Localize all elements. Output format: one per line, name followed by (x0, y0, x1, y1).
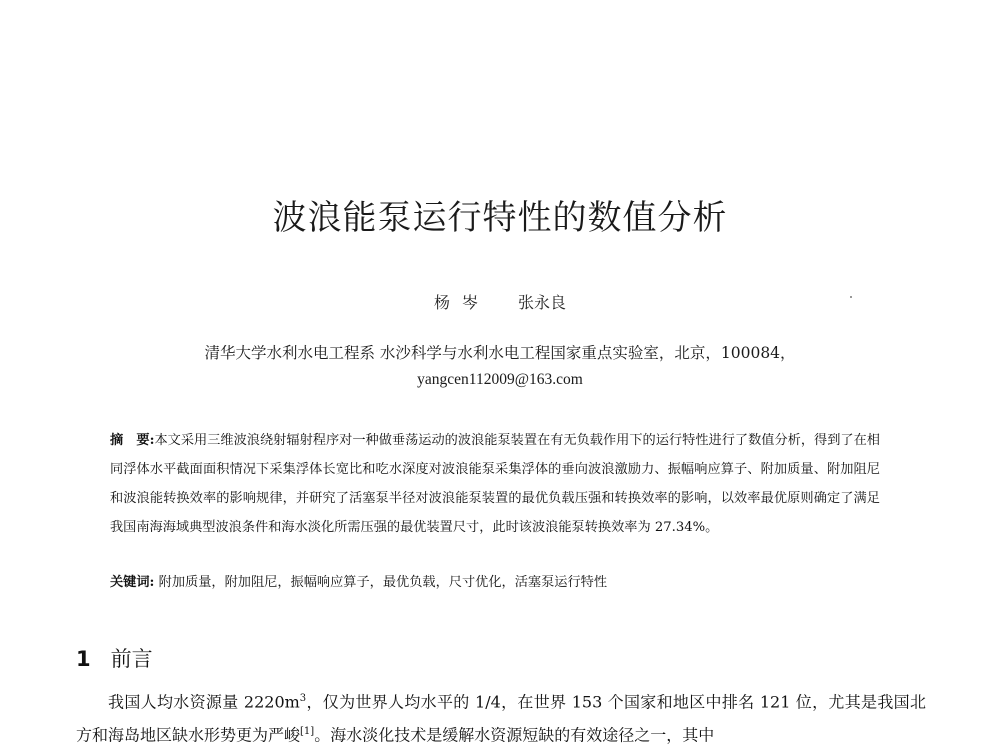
author-2: 张永良 (518, 293, 567, 312)
keywords (110, 568, 880, 597)
body-text-3: 。海水淡化技术是缓解水资源短缺的有效途径之一，其中 (314, 725, 715, 745)
citation-1: [1] (300, 726, 315, 738)
author-email: yangcen112009@163.com (417, 371, 583, 388)
body-text-1: 我国人均水资源量 2220m (108, 692, 300, 712)
keywords-text: 附加质量，附加阻尼，振幅响应算子，最优负载，尺寸优化，活塞泵运行特性 (158, 575, 608, 590)
body-paragraph (76, 684, 926, 751)
author-list (0, 290, 1000, 313)
superscript-3: 3 (299, 693, 307, 704)
keywords-label: 关键词: (110, 575, 155, 590)
body-text-2: ，仅为世界人均水平的 1/4，在世界 153 个国家和地区中排名 121 位，尤其是我国北方和海岛地区缺水形势更为严峻 (76, 692, 926, 745)
scan-speck (850, 296, 852, 298)
author-1: 杨岑 (433, 293, 490, 312)
abstract-label: 摘 要: (110, 433, 155, 448)
affiliation: 清华大学水利水电工程系 水沙科学与水利水电工程国家重点实验室，北京，100084， (204, 344, 796, 362)
section-number: 1 (76, 647, 91, 671)
section-heading (76, 643, 153, 673)
abstract-text: 本文采用三维波浪绕射辐射程序对一种做垂荡运动的波浪能泵装置在有无负载作用下的运行特性进行了数值分析，得到了在相同浮体水平截面面积情况下采集浮体长宽比和吃水深度对波浪能泵采集浮体的垂向波浪激励力、振幅响应算子、附加质量、附加阻尼和波浪能转换效率的影响规律，并研究了活塞泵半径对波浪能泵装置的最优负载压强和转换效率的影响，以效率最优原则确定了满足我国南海海域典型波浪条件和海水淡化所需压强的最优装置尺寸，此时该波浪能泵转换效率为 27.34%。 (110, 433, 880, 535)
abstract (110, 426, 880, 542)
section-title: 前言 (110, 647, 153, 671)
paper-title: 波浪能泵运行特性的数值分析 (272, 198, 728, 238)
